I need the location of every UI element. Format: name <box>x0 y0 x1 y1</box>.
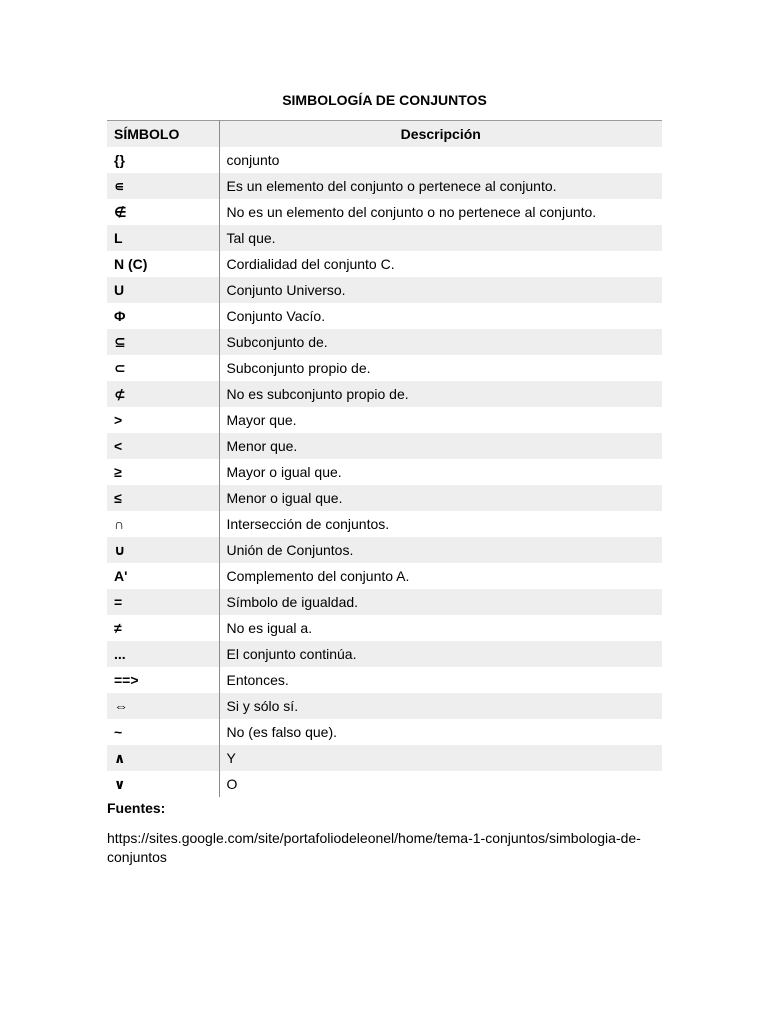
symbol-cell: Φ <box>107 303 219 329</box>
symbol-cell: ∩ <box>107 511 219 537</box>
table-row <box>107 147 662 173</box>
symbol-cell: ≤ <box>107 485 219 511</box>
table-row <box>107 511 662 537</box>
description-cell: Es un elemento del conjunto o pertenece al conjunto. <box>226 178 557 194</box>
symbol-cell: N (C) <box>107 251 219 277</box>
symbol-cell: ∧ <box>107 745 219 771</box>
symbol-cell: ≥ <box>107 459 219 485</box>
sources-link[interactable]: https://sites.google.com/site/portafoliodeleonel/home/tema-1-conjuntos/simbologia-de-conjuntos <box>107 830 641 865</box>
table-row <box>107 693 662 719</box>
symbol-cell: A' <box>107 563 219 589</box>
page-title: SIMBOLOGÍA DE CONJUNTOS <box>282 92 487 108</box>
table-row <box>107 485 662 511</box>
symbol-cell: ∪ <box>107 537 219 563</box>
table-row <box>107 615 662 641</box>
table-row <box>107 173 662 199</box>
symbol-cell: ... <box>107 641 219 667</box>
description-cell: No (es falso que). <box>226 724 337 740</box>
symbol-cell: = <box>107 589 219 615</box>
sources-label: Fuentes: <box>107 800 166 816</box>
table-header <box>107 121 662 148</box>
symbol-cell: {} <box>107 147 219 173</box>
symbols-table <box>107 120 662 797</box>
description-cell: Menor que. <box>226 438 298 454</box>
description-cell: Conjunto Vacío. <box>226 308 326 324</box>
symbol-cell: ⊄ <box>107 381 219 407</box>
symbol-cell: L <box>107 225 219 251</box>
table-row <box>107 641 662 667</box>
symbol-cell: ~ <box>107 719 219 745</box>
symbol-cell: > <box>107 407 219 433</box>
table-row <box>107 199 662 225</box>
table-row <box>107 433 662 459</box>
table-body <box>107 147 662 797</box>
symbol-cell: < <box>107 433 219 459</box>
symbol-cell: ≠ <box>107 615 219 641</box>
table-row <box>107 745 662 771</box>
table-row <box>107 667 662 693</box>
description-cell: Símbolo de igualdad. <box>226 594 359 610</box>
description-cell: Tal que. <box>226 230 276 246</box>
symbol-column-header: SÍMBOLO <box>107 121 219 148</box>
description-cell: conjunto <box>226 152 280 168</box>
table-row <box>107 771 662 797</box>
symbol-cell: U <box>107 277 219 303</box>
description-cell: Y <box>226 750 236 766</box>
description-cell: Mayor que. <box>226 412 297 428</box>
description-cell: Complemento del conjunto A. <box>226 568 410 584</box>
table-row <box>107 355 662 381</box>
table-row <box>107 719 662 745</box>
description-cell: El conjunto continúa. <box>226 646 357 662</box>
description-cell: Mayor o igual que. <box>226 464 342 480</box>
table-row <box>107 329 662 355</box>
table-row <box>107 537 662 563</box>
symbol-cell: ⊂ <box>107 355 219 381</box>
description-cell: O <box>226 776 238 792</box>
table-row <box>107 225 662 251</box>
table-row <box>107 381 662 407</box>
table-row <box>107 407 662 433</box>
description-cell: Unión de Conjuntos. <box>226 542 354 558</box>
table-row <box>107 563 662 589</box>
description-cell: Subconjunto de. <box>226 334 328 350</box>
description-cell: Si y sólo sí. <box>226 698 299 714</box>
table-row <box>107 459 662 485</box>
symbol-cell: ∊ <box>107 173 219 199</box>
description-cell: No es igual a. <box>226 620 313 636</box>
symbol-cell: ∨ <box>107 771 219 797</box>
symbol-cell: ∉ <box>107 199 219 225</box>
description-cell: Subconjunto propio de. <box>226 360 371 376</box>
description-cell: No es un elemento del conjunto o no pertenece al conjunto. <box>226 204 597 220</box>
description-cell: No es subconjunto propio de. <box>226 386 409 402</box>
description-cell: Entonces. <box>226 672 289 688</box>
symbol-cell: ==> <box>107 667 219 693</box>
description-cell: Cordialidad del conjunto C. <box>226 256 395 272</box>
description-column-header: Descripción <box>400 126 481 142</box>
table-row <box>107 303 662 329</box>
symbol-cell: ⇔ <box>107 693 219 719</box>
symbol-cell: ⊆ <box>107 329 219 355</box>
description-cell: Intersección de conjuntos. <box>226 516 390 532</box>
description-cell: Menor o igual que. <box>226 490 343 506</box>
table-row <box>107 589 662 615</box>
table-header-row <box>107 121 662 148</box>
table-row <box>107 251 662 277</box>
table-row <box>107 277 662 303</box>
description-cell: Conjunto Universo. <box>226 282 346 298</box>
